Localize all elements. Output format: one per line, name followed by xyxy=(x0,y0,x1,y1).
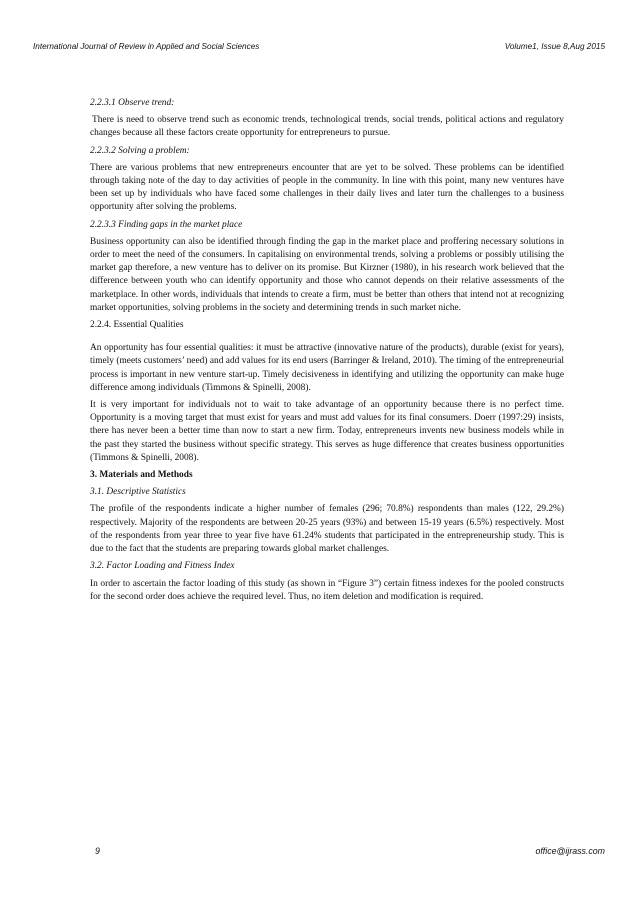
page-number: 9 xyxy=(95,846,100,856)
heading-factor-loading: 3.2. Factor Loading and Fitness Index xyxy=(90,561,235,572)
heading-observe-trend: 2.2.3.1 Observe trend: xyxy=(90,98,175,108)
issue-info: Volume1, Issue 8,Aug 2015 xyxy=(504,42,605,51)
journal-title: International Journal of Review in Applied and Social Sciences xyxy=(33,42,260,51)
paragraph-essential-qualities-2: It is very important for individuals not to wait to take advantage of an opportunity because there is no perfect time. Opportunity is a moving target that must exist for years and must add values for its final consumers. Doerr (1997:29) insists, there has never been a better time than now to start a new firm. Today, entrepreneurs invents new business models while in the past they started the business without specific strategy. This serves as huge difference that creates business opportunities (Timmons & Spinelli, 2008). xyxy=(90,400,564,463)
heading-finding-gaps: 2.2.3.3 Finding gaps in the market place xyxy=(90,219,243,230)
paragraph-essential-qualities-1: An opportunity has four essential qualities: it must be attractive (innovative nature of the products), durable (exist for years), timely (meets customers’ need) and add values for its end users (Barringer & Ireland, 2010). The timing of the entrepreneurial process is important in new venture start-up. Timely decisiveness in identifying and utilizing the opportunity can make huge difference among individuals (Timmons & Spinelli, 2008). xyxy=(90,343,564,393)
article-body xyxy=(90,97,564,608)
paragraph-observe-trend: There is need to observe trend such as economic trends, technological trends, social trends, political actions and regulatory changes because all these factors create opportunity for entrepreneurs to pursue. xyxy=(90,115,564,139)
heading-essential-qualities: 2.2.4. Essential Qualities xyxy=(90,320,184,331)
page-header xyxy=(33,41,605,53)
paragraph-descriptive-statistics: The profile of the respondents indicate a higher number of females (296; 70.8%) respondents than males (122, 29.2%) respectively. Majority of the respondents are between 20-25 years (93%) and between 15-19 years (6.5%) respectively. Most of the respondents from year three to year five have 61.24% students that participated in the entrepreneurship study. This is due to the fact that the students are preparing towards global market challenges. xyxy=(90,504,564,555)
paragraph-solving-problem: There are various problems that new entrepreneurs encounter that are yet to be solved. These problems can be identified through taking note of the day to day activities of people in the community. In line with this point, many new ventures have been set up by individuals who have faced some challenges in their daily lives and later turn the challenges to a business opportunity after solving the problems. xyxy=(90,162,564,213)
paragraph-factor-loading: In order to ascertain the factor loading of this study (as shown in “Figure 3”) certain fitness indexes for the pooled constructs for the second order does achieve the required level. Thus, no item deletion and modification is required. xyxy=(90,578,564,602)
heading-descriptive-statistics: 3.1. Descriptive Statistics xyxy=(90,487,186,498)
paragraph-finding-gaps: Business opportunity can also be identified through finding the gap in the market place and proffering necessary solutions in order to meet the need of the consumers. In capitalising on environmental trends, solving a problems or possibly utilising the market gap therefore, a new venture has to deliver on its promise. But Kirzner (1980), in his research work believed that the difference between youth who can identify opportunity and those who cannot depends on their relative assessments of the marketplace. In other words, individuals that intends to create a firm, must be better than others that intend not at recognizing market opportunities, solving problems in the society and determining trends in such market niche. xyxy=(90,236,564,313)
heading-materials-methods: 3. Materials and Methods xyxy=(90,470,193,481)
page-footer xyxy=(95,844,605,858)
contact-email: office@ijrass.com xyxy=(535,846,605,856)
heading-solving-problem: 2.2.3.2 Solving a problem: xyxy=(90,145,190,156)
